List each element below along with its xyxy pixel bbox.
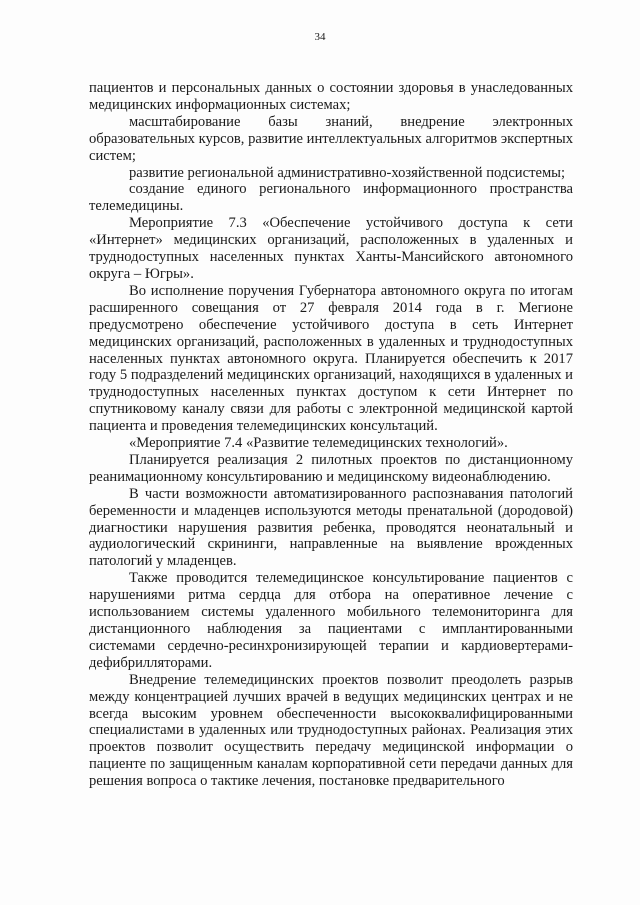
paragraph: масштабирование базы знаний, внедрение электронных образовательных курсов, развитие интеллектуальных алгоритмов экспертных систем;	[89, 113, 573, 164]
paragraph: Мероприятие 7.3 «Обеспечение устойчивого доступа к сети «Интернет» медицинских организаций, расположенных в удаленных и труднодоступных населенных пунктах Ханты-Мансийского автономного округа – Югры».	[89, 215, 573, 282]
page-number: 34	[314, 31, 326, 43]
paragraph: пациентов и персональных данных о состоянии здоровья в унаследованных медицинских информационных системах;	[89, 80, 573, 113]
paragraph: развитие региональной административно-хозяйственной подсистемы;	[129, 164, 566, 181]
document-body	[89, 80, 573, 790]
paragraph: создание единого регионального информационного пространства телемедицины.	[89, 181, 573, 215]
paragraph: Во исполнение поручения Губернатора автономного округа по итогам расширенного совещания от 27 февраля 2014 года в г. Мегионе предусмотрено обеспечение устойчивого доступа в сеть Интернет медицинских организаций, расположенных в удаленных и труднодоступных населенных пунктах автономного округа. Планируется обеспечить к 2017 году 5 подразделений медицинских организаций, находящихся в удаленных и труднодоступных населенных пунктах доступом к сети Интернет по спутниковому каналу связи для работы с электронной медицинской картой пациента и проведения телемедицинских консультаций.	[89, 282, 573, 435]
paragraph: Планируется реализация 2 пилотных проектов по дистанционному реанимационному консультированию и медицинскому видеонаблюдению.	[89, 451, 573, 485]
paragraph: «Мероприятие 7.4 «Развитие телемедицинских технологий».	[129, 435, 508, 452]
paragraph: Внедрение телемедицинских проектов позволит преодолеть разрыв между концентрацией лучших врачей в ведущих медицинских центрах и не всегда высоким уровнем обеспеченности высококвалифицированными специалистами в удаленных или труднодоступных районах. Реализация этих проектов позволит осуществить передачу медицинской информации о пациенте по защищенным каналам корпоративной сети передачи данных для решения вопроса о тактике лечения, постановке предварительного	[89, 671, 573, 790]
paragraph: Также проводится телемедицинское консультирование пациентов с нарушениями ритма сердца для отбора на оперативное лечение с использованием системы удаленного мобильного телемониторинга для дистанционного наблюдения за пациентами с имплантированными системами сердечно-ресинхронизирующей терапии и кардиовертерами-дефибрилляторами.	[89, 570, 573, 671]
paragraph: В части возможности автоматизированного распознавания патологий беременности и младенцев используются методы пренатальной (дородовой) диагностики нарушения развития ребенка, проводятся неонатальный и аудиологический скрининги, направленные на выявление врожденных патологий у младенцев.	[89, 485, 573, 570]
